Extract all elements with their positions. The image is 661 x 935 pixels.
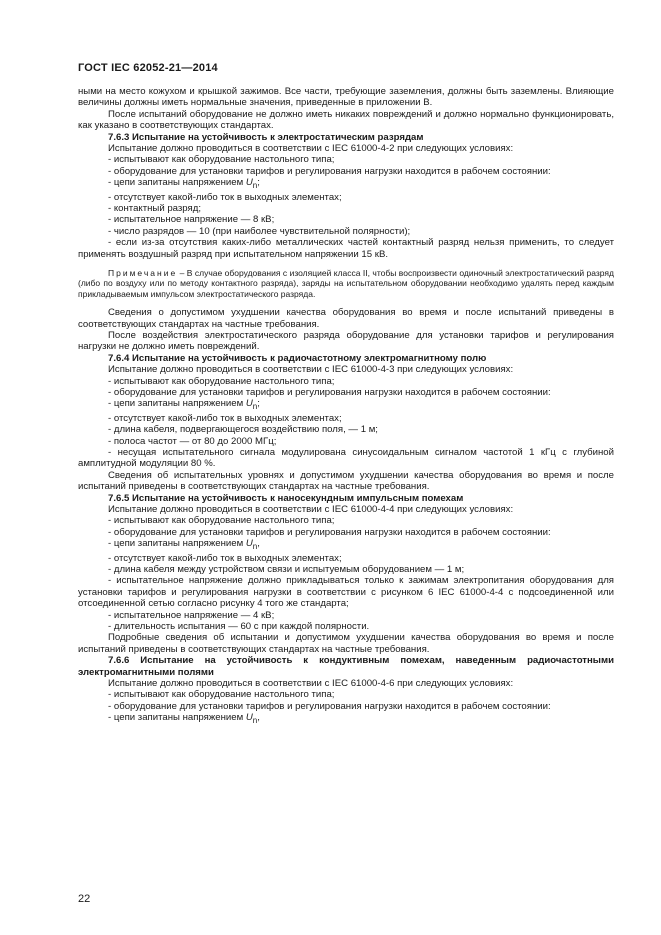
condition-item: - цепи запитаны напряжением $U_n$;	[108, 398, 260, 412]
condition-item: - полоса частот — от 80 до 2000 МГц;	[108, 435, 277, 447]
condition-item: - испытательное напряжение — 8 кВ;	[108, 214, 275, 226]
condition-item: - длина кабеля, подвергающегося воздействию поля, — 1 м;	[108, 424, 378, 436]
paragraph: Сведения об испытательных уровнях и допустимом ухудшении качества оборудования во время и после испытаний приведены в соответствующих стандартах на частные требования.	[78, 469, 614, 493]
condition-item: - испытывают как оборудование настольного типа;	[108, 689, 335, 701]
condition-item: - если из-за отсутствия каких-либо металлических частей контактный разряд нельзя применить, то следует применять воздушный разряд при испытательном напряжении 15 кВ.	[78, 237, 614, 260]
section-heading-7-6-4: 7.6.4 Испытание на устойчивость к радиочастотному электромагнитному полю	[108, 352, 487, 364]
paragraph: После воздействия электростатического разряда оборудование для установки тарифов и регулирования нагрузки не должно иметь повреждений.	[78, 330, 614, 353]
section-intro: Испытание должно проводиться в соответствии с IEC 61000-4-2 при следующих условиях:	[108, 143, 514, 155]
condition-item: - отсутствует какой-либо ток в выходных элементах;	[108, 552, 342, 564]
condition-item: - оборудование для установки тарифов и регулирования нагрузки находится в рабочем состоянии:	[108, 387, 551, 399]
condition-item: - цепи запитаны напряжением $U_n$;	[108, 177, 260, 191]
condition-item: - отсутствует какой-либо ток в выходных элементах;	[108, 412, 342, 424]
section-heading-7-6-6: 7.6.6 Испытание на устойчивость к кондуктивным помехам, наведенным радиочастотными электромагнитными полями	[78, 655, 614, 678]
condition-item: - испытывают как оборудование настольного типа;	[108, 154, 335, 166]
paragraph: ными на место кожухом и крышкой зажимов. Все части, требующие заземления, должны быть заземлены. Влияющие величины должны иметь нормальные значения, приведенные в приложении В.	[78, 86, 614, 109]
section-heading-7-6-5: 7.6.5 Испытание на устойчивость к наносекундным импульсным помехам	[108, 492, 464, 504]
condition-item: - оборудование для установки тарифов и регулирования нагрузки находится в рабочем состоянии:	[108, 165, 551, 177]
standard-header: ГОСТ IEC 62052-21—2014	[78, 62, 218, 74]
condition-item: - испытывают как оборудование настольного типа;	[108, 515, 335, 527]
note-label: Примечание	[108, 268, 178, 278]
page-number: 22	[78, 893, 91, 905]
section-intro: Испытание должно проводиться в соответствии с IEC 61000-4-6 при следующих условиях:	[108, 678, 514, 690]
paragraph: Сведения о допустимом ухудшении качества оборудования во время и после испытаний приведены в соответствующих стандартах на частные требования.	[78, 307, 614, 330]
section-heading-7-6-3: 7.6.3 Испытание на устойчивость к электростатическим разрядам	[108, 131, 424, 143]
condition-item: - отсутствует какой-либо ток в выходных элементах;	[108, 191, 342, 203]
section-intro: Испытание должно проводиться в соответствии с IEC 61000-4-3 при следующих условиях:	[108, 364, 514, 376]
condition-item: - оборудование для установки тарифов и регулирования нагрузки находится в рабочем состоянии:	[108, 526, 551, 538]
condition-item: - испытывают как оборудование настольного типа;	[108, 375, 335, 387]
paragraph: Подробные сведения об испытании и допустимом ухудшении качества оборудования во время и после испытаний приведены в соответствующих стандартах на частные требования.	[78, 632, 614, 655]
paragraph: После испытаний оборудование не должно иметь никаких повреждений и должно нормально функционировать, как указано в соответствующих стандартах.	[78, 108, 614, 132]
condition-item: - длина кабеля между устройством связи и испытуемым оборудованием — 1 м;	[108, 563, 465, 575]
condition-item: - контактный разряд;	[108, 202, 201, 214]
condition-item: - оборудование для установки тарифов и регулирования нагрузки находится в рабочем состоянии:	[108, 700, 551, 712]
condition-item: - длительность испытания — 60 с при каждой полярности.	[108, 621, 370, 632]
condition-item: - испытательное напряжение — 4 кВ;	[108, 609, 275, 621]
note-text: – В случае оборудования с изоляцией класса II, чтобы воспроизвести одиночный электростатический разряд (либо по воздуху или по методу контактного разряда), заряды на испытательном оборудовании необходимо удалять перед каждым прикладываемым импульсом электростатического разряда.	[78, 268, 614, 299]
section-intro: Испытание должно проводиться в соответствии с IEC 61000-4-4 при следующих условиях:	[108, 504, 514, 516]
page-content	[78, 86, 614, 727]
condition-item: - число разрядов — 10 (при наиболее чувствительной полярности);	[108, 225, 411, 237]
condition-item: - цепи запитаны напряжением $U_n$,	[108, 712, 260, 726]
condition-item: - испытательное напряжение должно прикладываться только к зажимам электропитания оборудования для установки тарифов и регулирования нагрузки в соответствии с рисунком 6 IEC 61000-4-4 с подсоединенной или отсоединенной сетью согласно рисунку 4 того же стандарта;	[78, 575, 614, 610]
condition-item: - цепи запитаны напряжением $U_n$,	[108, 538, 260, 552]
note	[78, 268, 614, 299]
condition-item: - несущая испытательного сигнала модулирована синусоидальным сигналом частотой 1 кГц с глубиной амплитудной модуляции 80 %.	[78, 447, 614, 470]
